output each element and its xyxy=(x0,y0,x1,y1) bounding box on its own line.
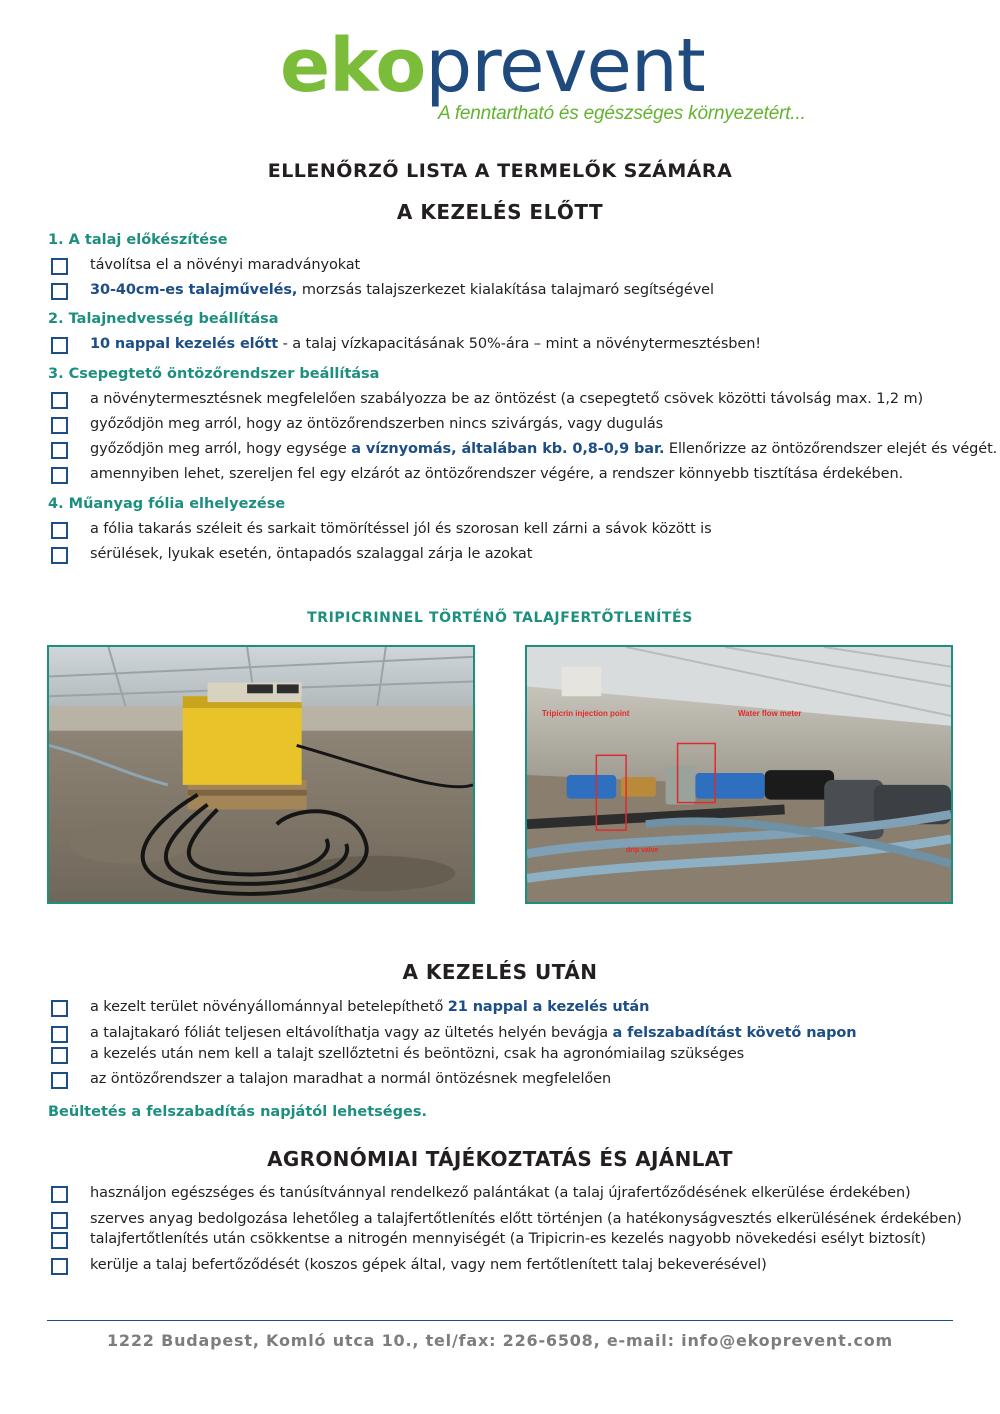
page-title: ELLENŐRZŐ LISTA A TERMELŐK SZÁMÁRA xyxy=(267,160,733,182)
checklist-item xyxy=(48,1256,960,1278)
logo xyxy=(280,23,705,109)
checkbox[interactable] xyxy=(51,1258,68,1275)
item-text: a kezelt terület növényállománnyal betelepíthető 21 nappal a kezelés után xyxy=(90,999,650,1015)
photo-label-injection: Tripicrin injection point xyxy=(541,708,630,718)
checkbox[interactable] xyxy=(51,417,68,434)
footer-divider xyxy=(47,1320,953,1321)
checkbox[interactable] xyxy=(51,1000,68,1017)
checklist-item xyxy=(48,1070,960,1092)
item-text: távolítsa el a növényi maradványokat xyxy=(90,257,361,273)
checklist-item xyxy=(48,281,960,303)
checklist-item xyxy=(48,465,960,487)
checkbox[interactable] xyxy=(51,392,68,409)
item-text: győződjön meg arról, hogy az öntözőrendszerben nincs szivárgás, vagy dugulás xyxy=(90,416,664,432)
item-text: a kezelés után nem kell a talajt szellőztetni és beöntözni, csak ha agronómiailag szükséges xyxy=(90,1046,745,1062)
section-title-3: 3. Csepegtető öntözőrendszer beállítása xyxy=(48,366,380,382)
checklist-item xyxy=(48,335,960,357)
logo-eko: eko xyxy=(280,23,426,109)
checklist-item xyxy=(48,1045,960,1067)
item-text: győződjön meg arról, hogy egysége a víznyomás, általában kb. 0,8-0,9 bar. Ellenőrizze az öntözőrendszer elejét és végét. xyxy=(90,441,998,457)
checkbox[interactable] xyxy=(51,1186,68,1203)
item-text: 30-40cm-es talajművelés, morzsás talajszerkezet kialakítása talajmaró segítségével xyxy=(90,282,714,298)
photo-label-valve: drip valve xyxy=(626,846,659,854)
checklist-item xyxy=(48,390,960,412)
item-text: az öntözőrendszer a talajon maradhat a normál öntözésnek megfelelően xyxy=(90,1071,612,1087)
section-title-2: 2. Talajnedvesség beállítása xyxy=(48,311,279,327)
checklist-item xyxy=(48,440,998,462)
photo-label-flow-meter: Water flow meter xyxy=(738,708,802,718)
checklist-item xyxy=(48,415,960,437)
tagline: A fenntartható és egészséges környezetért... xyxy=(438,103,806,124)
checkbox[interactable] xyxy=(51,283,68,300)
checkbox[interactable] xyxy=(51,467,68,484)
checkbox[interactable] xyxy=(51,337,68,354)
checklist-item xyxy=(48,1024,960,1046)
photo-injection-unit xyxy=(47,645,475,904)
item-text: a növénytermesztésnek megfelelően szabályozza be az öntözést (a csepegtető csövek közötti távolság max. 1,2 m) xyxy=(90,391,924,407)
checklist-item xyxy=(48,998,960,1020)
checklist-item xyxy=(48,1184,960,1206)
agro-heading: AGRONÓMIAI TÁJÉKOZTATÁS ÉS AJÁNLAT xyxy=(267,1147,733,1171)
checkbox[interactable] xyxy=(51,1072,68,1089)
checkbox[interactable] xyxy=(51,1232,68,1249)
item-text: amennyiben lehet, szereljen fel egy elzárót az öntözőrendszer végére, a rendszer könnyebb tisztítása érdekében. xyxy=(90,466,904,482)
item-text: szerves anyag bedolgozása lehetőleg a talajfertőtlenítés előtt történjen (a hatékonyságvesztés elkerülésének érdekében) xyxy=(90,1211,962,1227)
checkbox[interactable] xyxy=(51,1212,68,1229)
item-text: sérülések, lyukak esetén, öntapadós szalaggal zárja le azokat xyxy=(90,546,533,562)
checkbox[interactable] xyxy=(51,1026,68,1043)
checklist-item xyxy=(48,1230,960,1252)
photo-caption: TRIPICRINNEL TÖRTÉNŐ TALAJFERTŐTLENÍTÉS xyxy=(307,610,693,626)
checklist-item xyxy=(48,1210,960,1232)
checkbox[interactable] xyxy=(51,547,68,564)
item-text: 10 nappal kezelés előtt - a talaj vízkapacitásának 50%-ára – mint a növénytermesztésben! xyxy=(90,336,762,352)
checklist-item xyxy=(48,545,960,567)
after-heading: A KEZELÉS UTÁN xyxy=(402,960,598,984)
checkbox[interactable] xyxy=(51,258,68,275)
checkbox[interactable] xyxy=(51,522,68,539)
checkbox[interactable] xyxy=(51,1047,68,1064)
footer-contact: 1222 Budapest, Komló utca 10., tel/fax: 226-6508, e-mail: info@ekoprevent.com xyxy=(107,1331,893,1350)
item-text: talajfertőtlenítés után csökkentse a nitrogén mennyiségét (a Tripicrin-es kezelés nagyobb növekedési esélyt biztosít) xyxy=(90,1231,926,1247)
item-text: használjon egészséges és tanúsítvánnyal rendelkező palántákat (a talaj újrafertőződésének elkerülése érdekében) xyxy=(90,1185,911,1201)
photo-irrigation-setup xyxy=(525,645,953,904)
item-text: a talajtakaró fóliát teljesen eltávolíthatja vagy az ültetés helyén bevágja a felszabadítást követő napon xyxy=(90,1025,857,1041)
item-text: a fólia takarás széleit és sarkait tömörítéssel jól és szorosan kell zárni a sávok között is xyxy=(90,521,712,537)
checkbox[interactable] xyxy=(51,442,68,459)
planting-note: Beültetés a felszabadítás napjától lehetséges. xyxy=(48,1104,427,1120)
checklist-item xyxy=(48,256,960,278)
item-text: kerülje a talaj befertőződését (koszos gépek által, vagy nem fertőtlenített talaj bekeverésével) xyxy=(90,1257,767,1273)
section-title-1: 1. A talaj előkészítése xyxy=(48,232,228,248)
checklist-item xyxy=(48,520,960,542)
before-heading: A KEZELÉS ELŐTT xyxy=(396,200,604,224)
logo-prevent: prevent xyxy=(425,23,705,109)
section-title-4: 4. Műanyag fólia elhelyezése xyxy=(48,496,286,512)
